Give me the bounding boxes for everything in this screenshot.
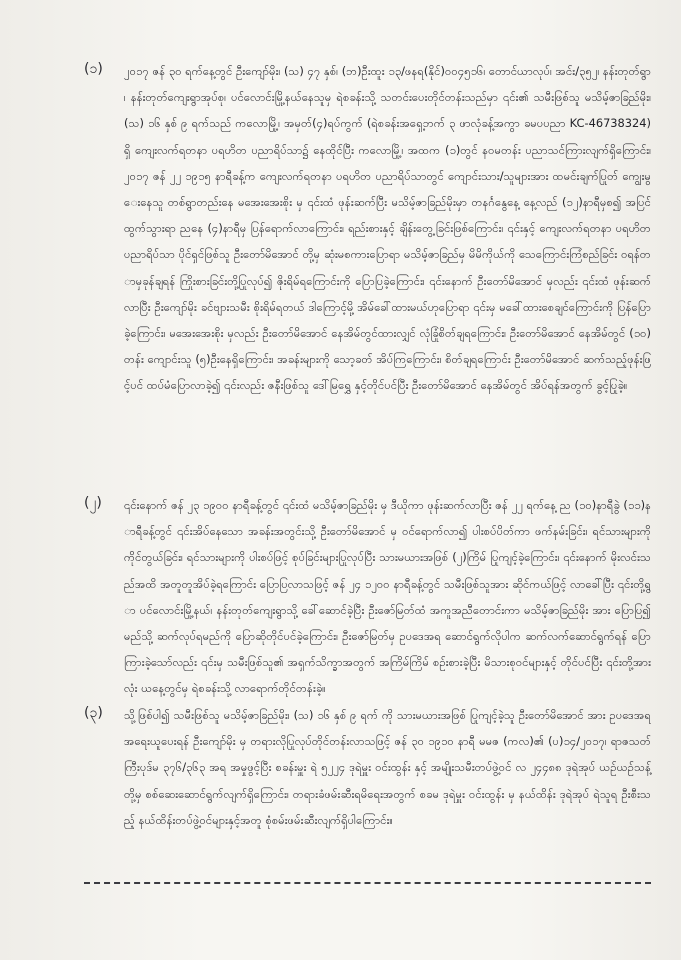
paragraph-number: (၁) — [84, 61, 103, 77]
paragraph-number: (၂) — [84, 495, 102, 511]
paragraph-text: ၂၀၁၇ ဇန် ၃၀ ရက်နေ့တွင် ဦးကျော်မိုး၊ (သ) ၄၇ နှစ်၊ (ဘ)ဦးထူး ၁၃/ဖနရ(နိုင်)၀၀၄၅၁၆၊ တောင်ယာလုပ်၊ အင်း/၃၅၂၊ နန်းတုတ်ရွာ၊ နန်းတုတ်ကျေးရွာအုပ်စု၊ ပင်လောင်းမြို့နယ်နေသူမှ ရဲစခန်းသို့ သတင်းပေးတိုင်တန်းသည်မှာ ၎င်း၏ သမီးဖြစ်သူ မသိမ့်ဇာခြည်မိုး၊ (သ) ၁၆ နှစ် ၉ ရက်သည် ကလောမြို့၊ အမှတ်(၄)ရပ်ကွက် (ရဲစခန်းအရှေ့ဘက် ၃ ဖာလုံခန့်အကွာ ခမပပညာ KC-46738324)ရှိ ကျေးလက်ရတနာ ပရဟိတ ပညာရိပ်သာ၌ နေထိုင်ပြီး ကလောမြို့၊ အထက (၁)တွင် နဝမတန်း ပညာသင်ကြားလျက်ရှိကြောင်း၊ ၂၀၁၇ ဇန် ၂၂ ၁၉၁၅ နာရီခန့်က ကျေးလက်ရတနာ ပရဟိတ ပညာရိပ်သာတွင် ကျောင်းသား/သူများအား ထမင်းချက်ပြုတ် ကျွေးမွေးနေသူ တစ်ရွာတည်းနေ မအေးအေးစိုး မှ ၎င်းထံ ဖုန်းဆက်ပြီး မသိမ့်ဇာခြည်မိုးမှာ တနင်္ဂနွေနေ့ နေ့လည် (၁၂)နာရီမှစ၍ အပြင်ထွက်သွားရာ ညနေ (၄)နာရီမှ ပြန်ရောက်လာကြောင်း၊ ရည်းစားနှင့် ချိန်းတွေ့ခြင်းဖြစ်ကြောင်း၊ ၎င်းနှင့် ကျေးလက်ရတနာ ပရဟိတ ပညာရိပ်သာ ပိုင်ရှင်ဖြစ်သူ ဦးတော်မိအောင် တို့မှ ဆုံးမစကားပြောရာ မသိမ့်ဇာခြည်မှ မိမိကိုယ်ကို သေကြောင်းကြံစည်ခြင်း ဝရန်တာမှခုန်ချရန် ကြိုးစားခြင်းတို့ပြုလုပ်၍ ဇိုးရိမ်ရကြောင်းကို ပြောပြခဲ့ကြောင်း၊ ၎င်းနောက် ဦးတော်မိအောင် မှလည်း ၎င်းထံ ဖုန်းဆက်လာပြီး ဦးကျော်မိုး ခင်ဗျားသမီး စိုးရိမ်ရတယ် ဒါကြောင့်မို့ အိမ်ခေါ်ထားမယ်ဟုပြောရာ ၎င်းမှ မခေါ်ထားစေချင်ကြောင်းကို ပြန်ပြောခဲ့ကြောင်း၊ မအေးအေးစိုး မှလည်း ဦးတော်မိအောင် နေအိမ်တွင်ထားလျှင် လုံခြုံစိတ်ချရကြောင်း၊ ဦးတော်မိအောင် နေအိမ်တွင် (၁၀)တန်း ကျောင်းသူ (၅)ဦးနေရှိကြောင်း၊ အခန်းများကို သော့ခတ် အိပ်ကြကြောင်း၊ စိတ်ချရကြောင်း ဦးတော်မိအောင် ဆက်သည့်ဖုန်းဖြင့်ပင် ထပ်မံပြောလာခဲ့၍ ၎င်းလည်း ဇနီးဖြစ်သူ ဒေါ်မြရွှေ နှင့်တိုင်ပင်ပြီး ဦးတော်မိအောင် နေအိမ်တွင် အိပ်ရန်အတွက် ခွင့်ပြုခဲ့။ — [124, 64, 651, 393]
paragraph-text: ၎င်းနောက် ဇန် ၂၃ ၁၉၀၀ နာရီခန့်တွင် ၎င်းထံ မသိမ့်ဇာခြည်မိုး မှ ဒီယိုကာ ဖုန်းဆက်လာပြီး ဇန် ၂၂ ရက်နေ့ ည (၁၀)နာရီခွဲ (၁၁)နာရီခန့်တွင် ၎င်းအိပ်နေသော အခန်းအတွင်းသို့ ဦးတော်မိအောင် မှ ဝင်ရောက်လာ၍ ပါးစပ်ပိတ်ကာ ဖက်နမ်းခြင်း၊ ရင်သားများကို ကိုင်တွယ်ခြင်း၊ ရင်သားများကို ပါးစပ်ဖြင့် စုပ်ခြင်းများပြုလုပ်ပြီး သားမယားအဖြစ် (၂)ကြိမ် ပြုကျင့်ခဲ့ကြောင်း၊ ၎င်းနောက် မိုးလင်းသည်အထိ အတူတူအိပ်ခဲ့ရကြောင်း ပြောပြလာသဖြင့် ဇန် ၂၄ ၁၂၀၀ နာရီခန့်တွင် သမီးဖြစ်သူအား ဆိုင်ကယ်ဖြင့် လာခေါ်ပြီး ၎င်းတို့ရွာ ပင်လောင်းမြို့နယ်၊ နန်းတုတ်ကျေးရွာသို့ ခေါ်ဆောင်ခဲ့ပြီး ဦးဇော်မြတ်ထံ အကူအညီတောင်းကာ မသိမ့်ဇာခြည်မိုး အား ပြောပြ၍ မည်သို့ ဆက်လုပ်ရမည်ကို ပြောဆိုတိုင်ပင်ခဲ့ကြောင်း၊ ဦးဇော်မြတ်မှ ဥပဒေအရ ဆောင်ရွက်လိုပါက ဆက်လက်ဆောင်ရွက်ရန် ပြောကြားခဲ့သော်လည်း ၎င်းမှ သမီးဖြစ်သူ၏ အရှက်သိက္ခာအတွက် အကြိမ်ကြိမ် စဉ်းစားခဲ့ပြီး မိသားစုဝင်များနှင့် တိုင်ပင်ပြီး ၎င်းတို့အားလုံး ယနေ့တွင်မှ ရဲစခန်းသို့ လာရောက်တိုင်တန်းခဲ့။ — [124, 498, 651, 696]
paragraph-text: သို့ဖြစ်ပါ၍ သမီးဖြစ်သူ မသိမ့်ဇာခြည်မိုး၊ (သ) ၁၆ နှစ် ၉ ရက် ကို သားမယားအဖြစ် ပြုကျင့်ခဲ့သူ ဦးတော်မိအောင် အား ဥပဒေအရအရေးယူပေးရန် ဦးကျော်မိုး မှ တရားလိုပြုလုပ်တိုင်တန်းလာသဖြင့် ဇန် ၃၀ ၁၉၁၀ နာရီ မမဇ (ကလ)၏ (ပ)၁၄/၂၀၁၇၊ ရာဇသတ်ကြီးပုဒ်မ ၃၇၆/၃၆၃ အရ အမှုဖွင့်ပြီး စခန်းမှူး ရဲ ၅၂၂၄ ဒုရဲမှူး ဝင်းထွန်း နှင့် အမျိုးသမီးတပ်ဖွဲ့ဝင် လ ၂၄၄၈၈ ဒုရဲအုပ် ယဉ်ယဉ်သန့် တို့မှ စစ်ဆေးဆောင်ရွက်လျက်ရှိကြောင်း၊ တရားခံဖမ်းဆီးရမိရေးအတွက် စခမ ဒုရဲမှူး ဝင်းထွန်း မှ နယ်ထိန်း ဒုရဲအုပ် ရဲသူရ ဦးစီးသည့် နယ်ထိန်းတပ်ဖွဲ့ဝင်များနှင့်အတူ စုံစမ်းဖမ်းဆီးလျက်ရှိပါကြောင်း။ — [124, 708, 651, 827]
dashed-divider — [84, 882, 651, 884]
paragraph-number: (၃) — [84, 705, 103, 721]
